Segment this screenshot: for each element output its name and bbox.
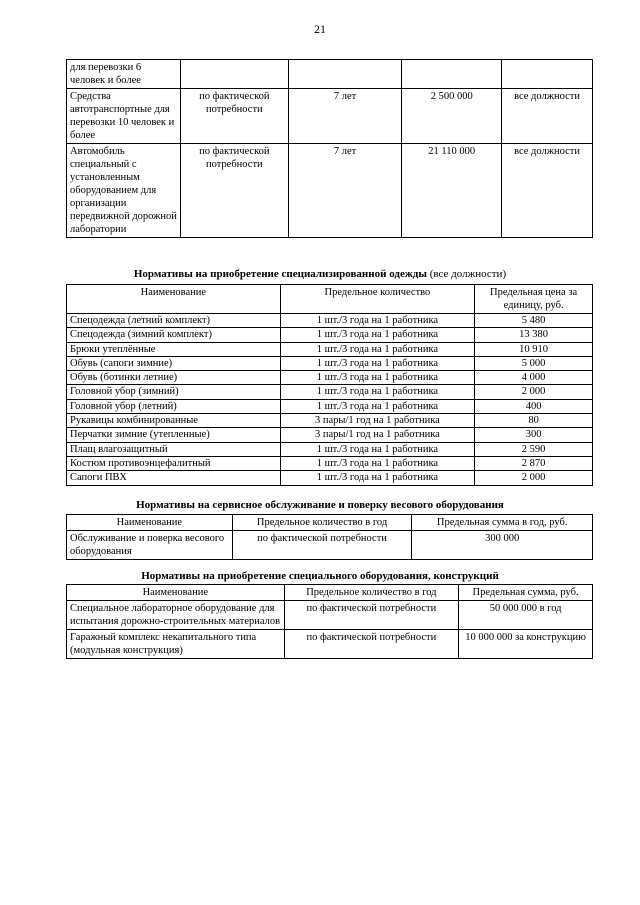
vehicle-term: 7 лет: [288, 89, 402, 144]
item-name: Спецодежда (летний комплект): [67, 314, 281, 328]
column-header: Предельная цена за единицу, руб.: [475, 285, 593, 314]
item-qty: 1 шт./3 года на 1 работника: [280, 385, 475, 399]
vehicle-name: Средства автотранспортные для перевозки 10 человек и более: [67, 89, 181, 144]
service-qty: по фактической потребности: [232, 531, 412, 560]
item-name: Брюки утеплённые: [67, 342, 281, 356]
item-name: Обувь (сапоги зимние): [67, 356, 281, 370]
item-price: 13 380: [475, 328, 593, 342]
vehicle-name: для перевозки 6 человек и более: [67, 60, 181, 89]
clothing-table: [66, 284, 593, 486]
item-price: 2 590: [475, 442, 593, 456]
item-qty: 3 пары/1 год на 1 работника: [280, 428, 475, 442]
item-name: Перчатки зимние (утепленные): [67, 428, 281, 442]
item-price: 300: [475, 428, 593, 442]
scales-service-title: [0, 499, 640, 511]
table-row: [67, 328, 593, 342]
item-name: Головной убор (летний): [67, 399, 281, 413]
column-header: Предельное количество в год: [284, 585, 459, 601]
item-name: Обувь (ботинки летние): [67, 371, 281, 385]
clothing-title: [0, 268, 640, 280]
item-price: 2 000: [475, 385, 593, 399]
item-price: 4 000: [475, 371, 593, 385]
table-header-row: [67, 285, 593, 314]
table-row: [67, 531, 593, 560]
equipment-sum: 50 000 000 в год: [459, 601, 593, 630]
equipment-sum: 10 000 000 за конструкцию: [459, 630, 593, 659]
item-name: Сапоги ПВХ: [67, 471, 281, 485]
table-row: [67, 601, 593, 630]
page-number: 21: [314, 22, 326, 36]
special-equipment-title: [0, 570, 640, 582]
item-price: 80: [475, 414, 593, 428]
item-name: Рукавицы комбинированные: [67, 414, 281, 428]
scales-service-title-text: Нормативы на сервисное обслуживание и поверку весового оборудования: [136, 499, 504, 511]
special-equipment-title-text: Нормативы на приобретение специального оборудования, конструкций: [141, 570, 499, 582]
item-qty: 1 шт./3 года на 1 работника: [280, 371, 475, 385]
column-header: Предельное количество: [280, 285, 475, 314]
service-name: Обслуживание и поверка весового оборудования: [67, 531, 233, 560]
table-header-row: [67, 585, 593, 601]
table-row: [67, 428, 593, 442]
item-price: 2 870: [475, 456, 593, 470]
vehicle-term: 7 лет: [288, 144, 402, 238]
column-header: Наименование: [67, 515, 233, 531]
item-qty: 1 шт./3 года на 1 работника: [280, 314, 475, 328]
table-row: [67, 471, 593, 485]
item-qty: 1 шт./3 года на 1 работника: [280, 442, 475, 456]
vehicle-term: [288, 60, 402, 89]
table-row: [67, 456, 593, 470]
equipment-qty: по фактической потребности: [284, 630, 459, 659]
table-row: [67, 442, 593, 456]
item-name: Головной убор (зимний): [67, 385, 281, 399]
table-row: [67, 342, 593, 356]
column-header: Предельное количество в год: [232, 515, 412, 531]
item-name: Плащ влагозащитный: [67, 442, 281, 456]
vehicle-price: 2 500 000: [402, 89, 502, 144]
column-header: Наименование: [67, 585, 285, 601]
item-qty: 1 шт./3 года на 1 работника: [280, 328, 475, 342]
table-row: [67, 371, 593, 385]
item-price: 5 000: [475, 356, 593, 370]
vehicle-price: 21 110 000: [402, 144, 502, 238]
vehicle-price: [402, 60, 502, 89]
item-qty: 3 пары/1 год на 1 работника: [280, 414, 475, 428]
table-header-row: [67, 515, 593, 531]
item-qty: 1 шт./3 года на 1 работника: [280, 399, 475, 413]
table-row: [67, 60, 593, 89]
item-price: 2 000: [475, 471, 593, 485]
item-qty: 1 шт./3 года на 1 работника: [280, 356, 475, 370]
vehicle-positions: все должности: [502, 89, 593, 144]
vehicle-name: Автомобиль специальный с установленным оборудованием для организации передвижной дорожной лаборатории: [67, 144, 181, 238]
table-row: [67, 630, 593, 659]
vehicles-table: [66, 59, 593, 238]
item-price: 400: [475, 399, 593, 413]
equipment-name: Специальное лабораторное оборудование для испытания дорожно-строительных материалов: [67, 601, 285, 630]
item-qty: 1 шт./3 года на 1 работника: [280, 456, 475, 470]
vehicle-qty: по фактической потребности: [180, 144, 288, 238]
item-qty: 1 шт./3 года на 1 работника: [280, 342, 475, 356]
clothing-title-bold: Нормативы на приобретение специализированной одежды: [133, 268, 427, 280]
column-header: Наименование: [67, 285, 281, 314]
table-row: [67, 399, 593, 413]
table-row: [67, 89, 593, 144]
item-name: Спецодежда (зимний комплект): [67, 328, 281, 342]
vehicle-qty: по фактической потребности: [180, 89, 288, 144]
item-name: Костюм противоэнцефалитный: [67, 456, 281, 470]
table-row: [67, 414, 593, 428]
equipment-name: Гаражный комплекс некапитального типа (модульная конструкция): [67, 630, 285, 659]
column-header: Предельная сумма в год, руб.: [412, 515, 593, 531]
table-row: [67, 356, 593, 370]
column-header: Предельная сумма, руб.: [459, 585, 593, 601]
vehicle-positions: [502, 60, 593, 89]
item-price: 5 480: [475, 314, 593, 328]
equipment-qty: по фактической потребности: [284, 601, 459, 630]
clothing-title-suffix: (все должности): [426, 268, 507, 280]
scales-service-table: [66, 514, 593, 560]
vehicle-qty: [180, 60, 288, 89]
service-sum: 300 000: [412, 531, 593, 560]
table-row: [67, 385, 593, 399]
vehicle-positions: все должности: [502, 144, 593, 238]
special-equipment-table: [66, 584, 593, 659]
table-row: [67, 314, 593, 328]
item-price: 10 910: [475, 342, 593, 356]
table-row: [67, 144, 593, 238]
item-qty: 1 шт./3 года на 1 работника: [280, 471, 475, 485]
